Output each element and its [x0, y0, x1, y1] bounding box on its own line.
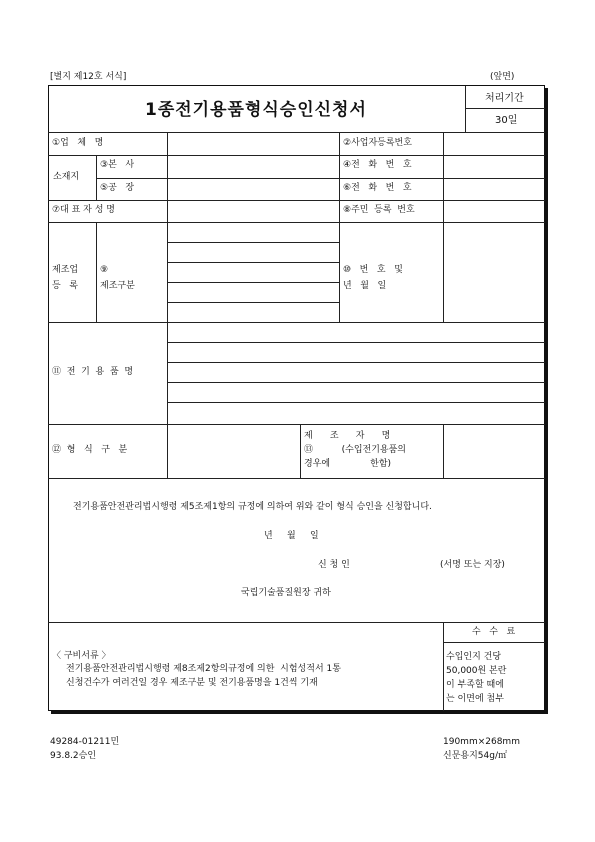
manufacturer-import-note-2: 경우에 한함): [304, 459, 392, 469]
head-office-label: ③본 사: [100, 160, 135, 170]
fee-line-4: 는 이면에 첨부: [446, 694, 504, 704]
form-title: 1종전기용품형식승인신청서: [145, 100, 367, 120]
fee-label: 수 수 료: [472, 627, 516, 637]
manufacturer-import-note: ⑬ (수입전기용품의: [304, 445, 406, 455]
electrical-product-name-label: ⑪ 전 기 용 품 명: [52, 367, 134, 377]
business-reg-no-label: ②사업자등록번호: [343, 138, 412, 148]
form-number: [별지 제12호 서식]: [50, 72, 127, 82]
processing-period-value: 30일: [495, 115, 518, 126]
location-label: 소재지: [53, 172, 80, 182]
date-line: 년 월 일: [264, 531, 319, 541]
paper-type: 신문용지54g/㎡: [443, 751, 507, 761]
fee-line-1: 수입인지 건당: [446, 652, 502, 662]
fee-line-2: 50,000원 본란: [446, 666, 507, 676]
processing-period-label: 처리기간: [485, 93, 524, 104]
phone-label-1: ④전 화 번 호: [343, 160, 412, 170]
signature-note: (서명 또는 지장): [440, 560, 505, 570]
application-statement: 전기용품안전관리법시행령 제5조제1항의 규정에 의하여 위와 같이 형식 승인을 신청합니다.: [73, 502, 432, 512]
registration-number-date-label: ⑩ 번 호 및 년 월 일: [343, 265, 403, 291]
manufacturing-type-label: ⑨ 제조구분: [100, 265, 135, 291]
page-side-label: (앞면): [490, 72, 515, 82]
addressee: 국립기술품질원장 귀하: [241, 588, 331, 598]
representative-name-label: ⑦대 표 자 성 명: [52, 205, 115, 215]
form-code: 49284-01211민: [50, 737, 120, 747]
resident-reg-no-label: ⑧주민 등록 번호: [343, 205, 415, 215]
manufacturing-registration-label: 제조업 등 록: [52, 265, 79, 291]
approval-date: 93.8.2승인: [50, 751, 97, 761]
required-document-1: 전기용품안전관리법시행령 제8조제2항의규정에 의한 시험성적서 1통: [66, 664, 341, 674]
fee-line-3: 이 부족할 때에: [446, 680, 504, 690]
required-document-2: 신청건수가 여러건일 경우 제조구분 및 전기용품명을 1건씩 기재: [66, 678, 318, 688]
manufacturer-name-label: 제 조 자 명: [304, 431, 391, 441]
applicant-label: 신 청 인: [318, 560, 350, 570]
paper-size: 190mm×268mm: [443, 737, 520, 747]
required-documents-title: 〈 구비서류 〉: [52, 651, 111, 661]
phone-label-2: ⑥전 화 번 호: [343, 183, 412, 193]
factory-label: ⑤공 장: [100, 183, 135, 193]
company-name-label: ①업 체 명: [52, 138, 104, 148]
model-classification-label: ⑫ 형 식 구 분: [52, 445, 128, 455]
